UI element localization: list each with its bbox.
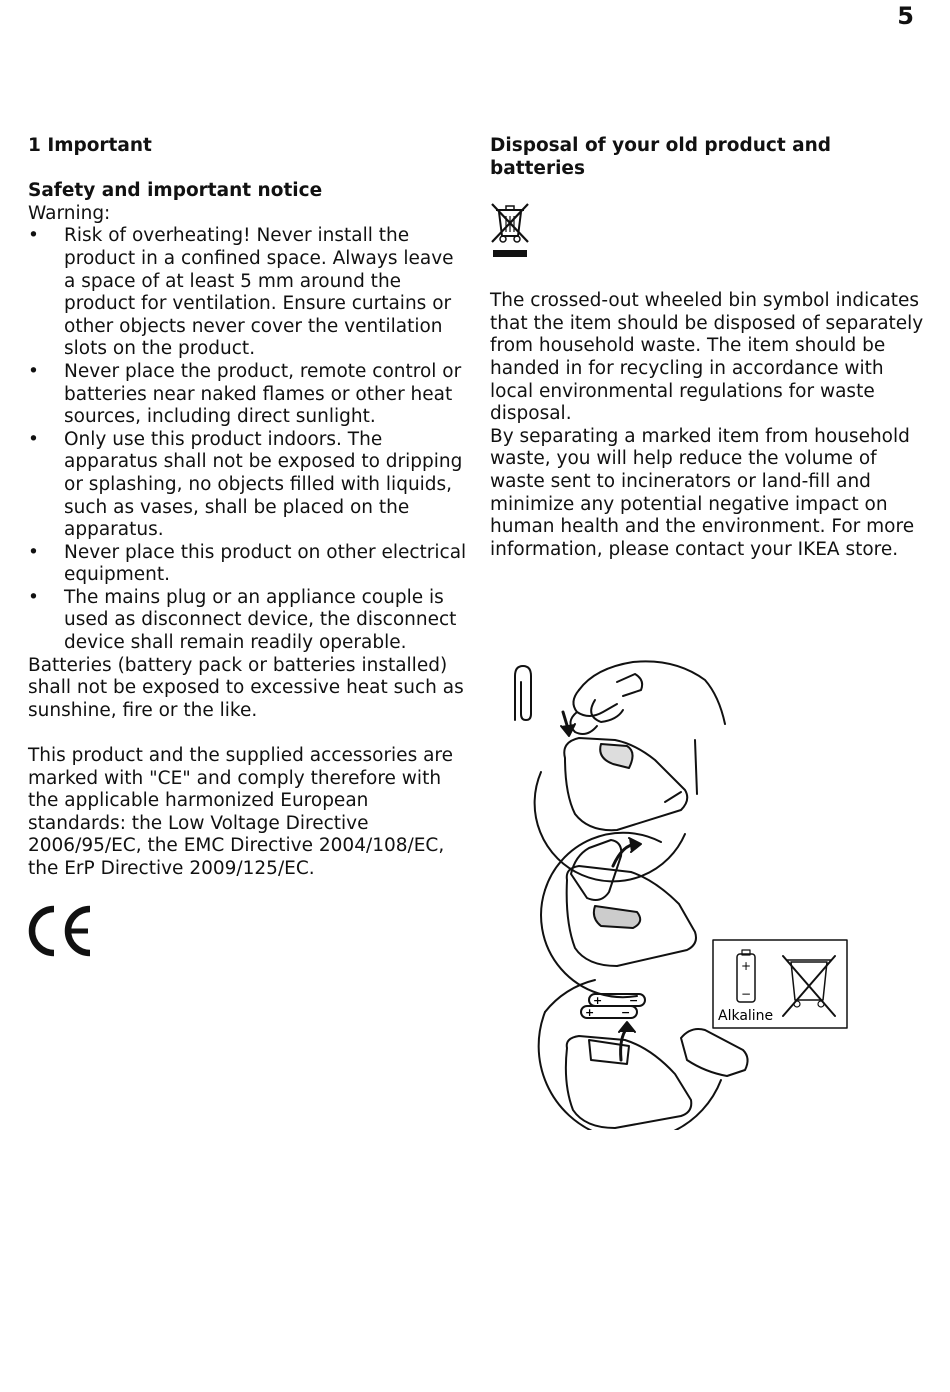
ce-compliance-text: This product and the supplied accessories are marked with "CE" and comply therefore with the applicable harmonized European standards: the Low Voltage Directive 2006/95/EC, the EMC Directive 2004/108/EC, the ErP Directive 2009/125/EC. xyxy=(28,745,454,879)
step-2-open-cover xyxy=(541,833,696,997)
battery-replacement-illustration xyxy=(505,660,865,1130)
hand-icon xyxy=(570,661,725,734)
svg-text:−: − xyxy=(621,1006,631,1019)
section-heading: 1 Important xyxy=(28,135,152,156)
left-column xyxy=(28,135,468,957)
paperclip-icon xyxy=(515,666,531,720)
page-number: 5 xyxy=(897,2,914,30)
warning-item: • Only use this product indoors. The apparatus shall not be exposed to dripping or splashing, no objects filled with liquids, such as vases, shall be placed on the apparatus. xyxy=(28,429,468,542)
disposal-paragraph-2: By separating a marked item from household waste, you will help reduce the volume of waste sent to incinerators or land-fill and minimize any potential negative impact on human health and the environment. For more information, please contact your IKEA store. xyxy=(490,425,915,560)
battery-plus-label: + xyxy=(741,959,752,973)
right-column xyxy=(490,135,930,561)
crossed-out-bin-icon xyxy=(490,202,532,262)
svg-text:+: + xyxy=(585,1006,595,1019)
warning-list xyxy=(28,225,468,654)
warning-item: • Never place the product, remote control or batteries near naked flames or other heat sources, including direct sunlight. xyxy=(28,361,468,429)
step-3-insert-batteries xyxy=(539,980,748,1130)
battery-type-label: Alkaline xyxy=(718,1008,774,1024)
batteries-note: Batteries (battery pack or batteries installed) shall not be exposed to excessive heat such as sunshine, fire or the like. xyxy=(28,654,464,721)
warning-item: • The mains plug or an appliance couple is used as disconnect device, the disconnect device shall remain readily operable. xyxy=(28,587,468,655)
warning-item: • Risk of overheating! Never install the product in a confined space. Always leave a space of at least 5 mm around the product for ventilation. Ensure curtains or other objects never cover the ventilation slots on the product. xyxy=(28,225,468,361)
svg-text:+: + xyxy=(593,994,603,1007)
disposal-paragraph-1: The crossed-out wheeled bin symbol indicates that the item should be disposed of separately from household waste. The item should be handed in for recycling in accordance with local environmental regulations for waste disposal. xyxy=(490,290,924,425)
ce-mark-icon xyxy=(28,905,94,957)
warning-item: • Never place this product on other electrical equipment. xyxy=(28,542,468,587)
disposal-heading: Disposal of your old product and batteries xyxy=(490,135,832,179)
battery-minus-label: − xyxy=(741,987,752,1001)
warning-label: Warning: xyxy=(28,202,111,224)
safety-subheading: Safety and important notice xyxy=(28,180,323,202)
svg-text:−: − xyxy=(629,994,639,1007)
